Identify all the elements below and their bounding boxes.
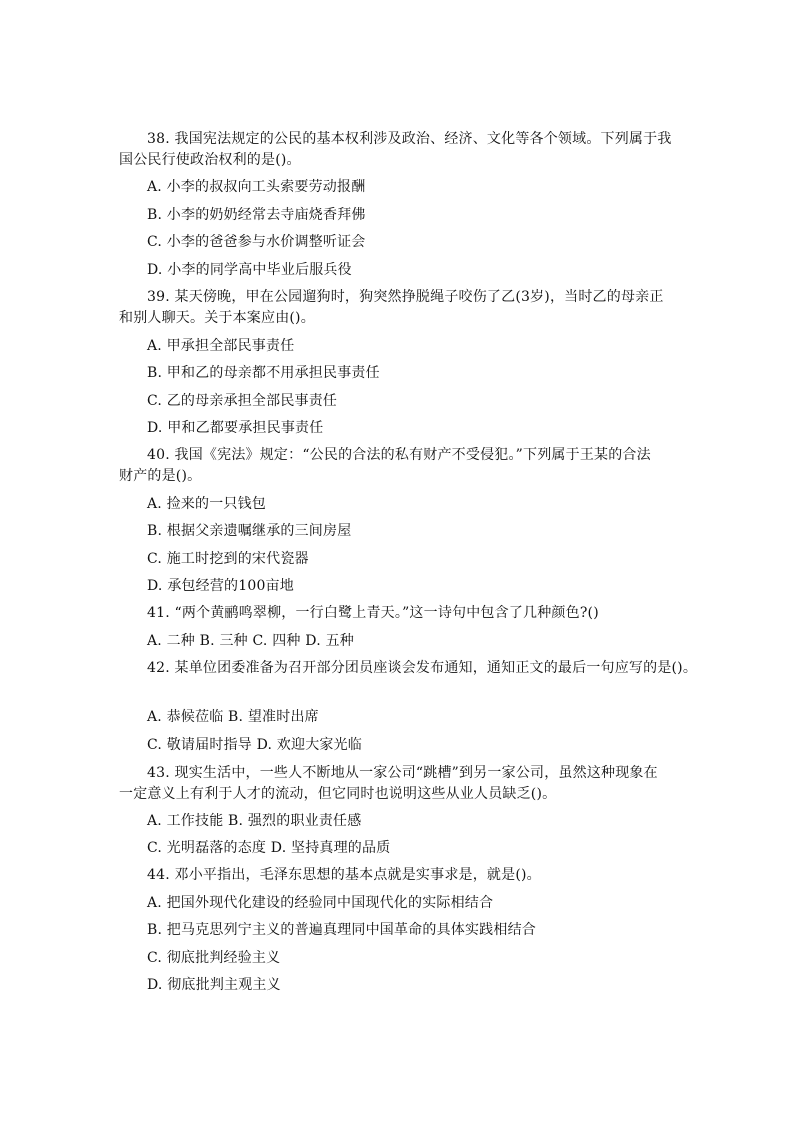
question-40-option-b: B. 根据父亲遗嘱继承的三间房屋 <box>147 523 352 539</box>
question-39-option-a: A. 甲承担全部民事责任 <box>147 338 295 354</box>
question-40-option-c: C. 施工时挖到的宋代瓷器 <box>147 551 309 567</box>
question-40-stem-line-1: 40. 我国《宪法》规定：“公民的合法的私有财产不受侵犯。”下列属于王某的合法 <box>147 447 651 463</box>
question-42-stem-line-1: 42. 某单位团委准备为召开部分团员座谈会发布通知，通知正文的最后一句应写的是()。 <box>147 660 698 676</box>
question-43-stem-line-1: 43. 现实生活中，一些人不断地从一家公司“跳槽”到另一家公司，虽然这种现象在 <box>147 765 658 781</box>
question-44-option-a: A. 把国外现代化建设的经验同中国现代化的实际相结合 <box>147 895 494 911</box>
question-39-stem-line-1: 39. 某天傍晚，甲在公园遛狗时，狗突然挣脱绳子咬伤了乙(3岁)，当时乙的母亲正 <box>147 289 664 305</box>
question-42-options-line-1: A. 恭候莅临 B. 望准时出席 <box>147 709 319 725</box>
question-38-option-c: C. 小李的爸爸参与水价调整听证会 <box>147 234 366 250</box>
question-44-stem-line-1: 44. 邓小平指出，毛泽东思想的基本点就是实事求是，就是()。 <box>147 867 541 883</box>
question-38-option-b: B. 小李的奶奶经常去寺庙烧香拜佛 <box>147 207 366 223</box>
question-43-stem-line-2: 一定意义上有利于人才的流动，但它同时也说明这些从业人员缺乏()。 <box>119 786 557 802</box>
question-39-option-b: B. 甲和乙的母亲都不用承担民事责任 <box>147 365 380 381</box>
question-39-option-d: D. 甲和乙都要承担民事责任 <box>147 420 324 436</box>
question-39-stem-line-2: 和别人聊天。关于本案应由()。 <box>119 310 315 326</box>
question-43-options-line-1: A. 工作技能 B. 强烈的职业责任感 <box>147 813 362 829</box>
question-43-options-line-2: C. 光明磊落的态度 D. 坚持真理的品质 <box>147 840 391 856</box>
question-40-option-a: A. 捡来的一只钱包 <box>147 496 267 512</box>
question-42-options-line-2: C. 敬请届时指导 D. 欢迎大家光临 <box>147 737 362 753</box>
question-39-option-c: C. 乙的母亲承担全部民事责任 <box>147 393 338 409</box>
question-44-option-d: D. 彻底批判主观主义 <box>147 977 281 993</box>
question-44-option-c: C. 彻底批判经验主义 <box>147 950 281 966</box>
question-41-stem-line-1: 41. “两个黄鹂鸣翠柳，一行白鹭上青天。”这一诗句中包含了几种颜色?() <box>147 605 599 621</box>
question-38-option-a: A. 小李的叔叔向工头索要劳动报酬 <box>147 179 366 195</box>
question-40-option-d: D. 承包经营的100亩地 <box>147 578 294 594</box>
question-38-option-d: D. 小李的同学高中毕业后服兵役 <box>147 262 352 278</box>
question-38-stem-line-2: 国公民行使政治权利的是()。 <box>119 152 301 168</box>
question-38-stem-line-1: 38. 我国宪法规定的公民的基本权利涉及政治、经济、文化等各个领域。下列属于我 <box>147 131 672 147</box>
question-40-stem-line-2: 财产的是()。 <box>119 468 202 484</box>
question-44-option-b: B. 把马克思列宁主义的普遍真理同中国革命的具体实践相结合 <box>147 922 536 938</box>
question-41-options: A. 二种 B. 三种 C. 四种 D. 五种 <box>147 633 354 649</box>
